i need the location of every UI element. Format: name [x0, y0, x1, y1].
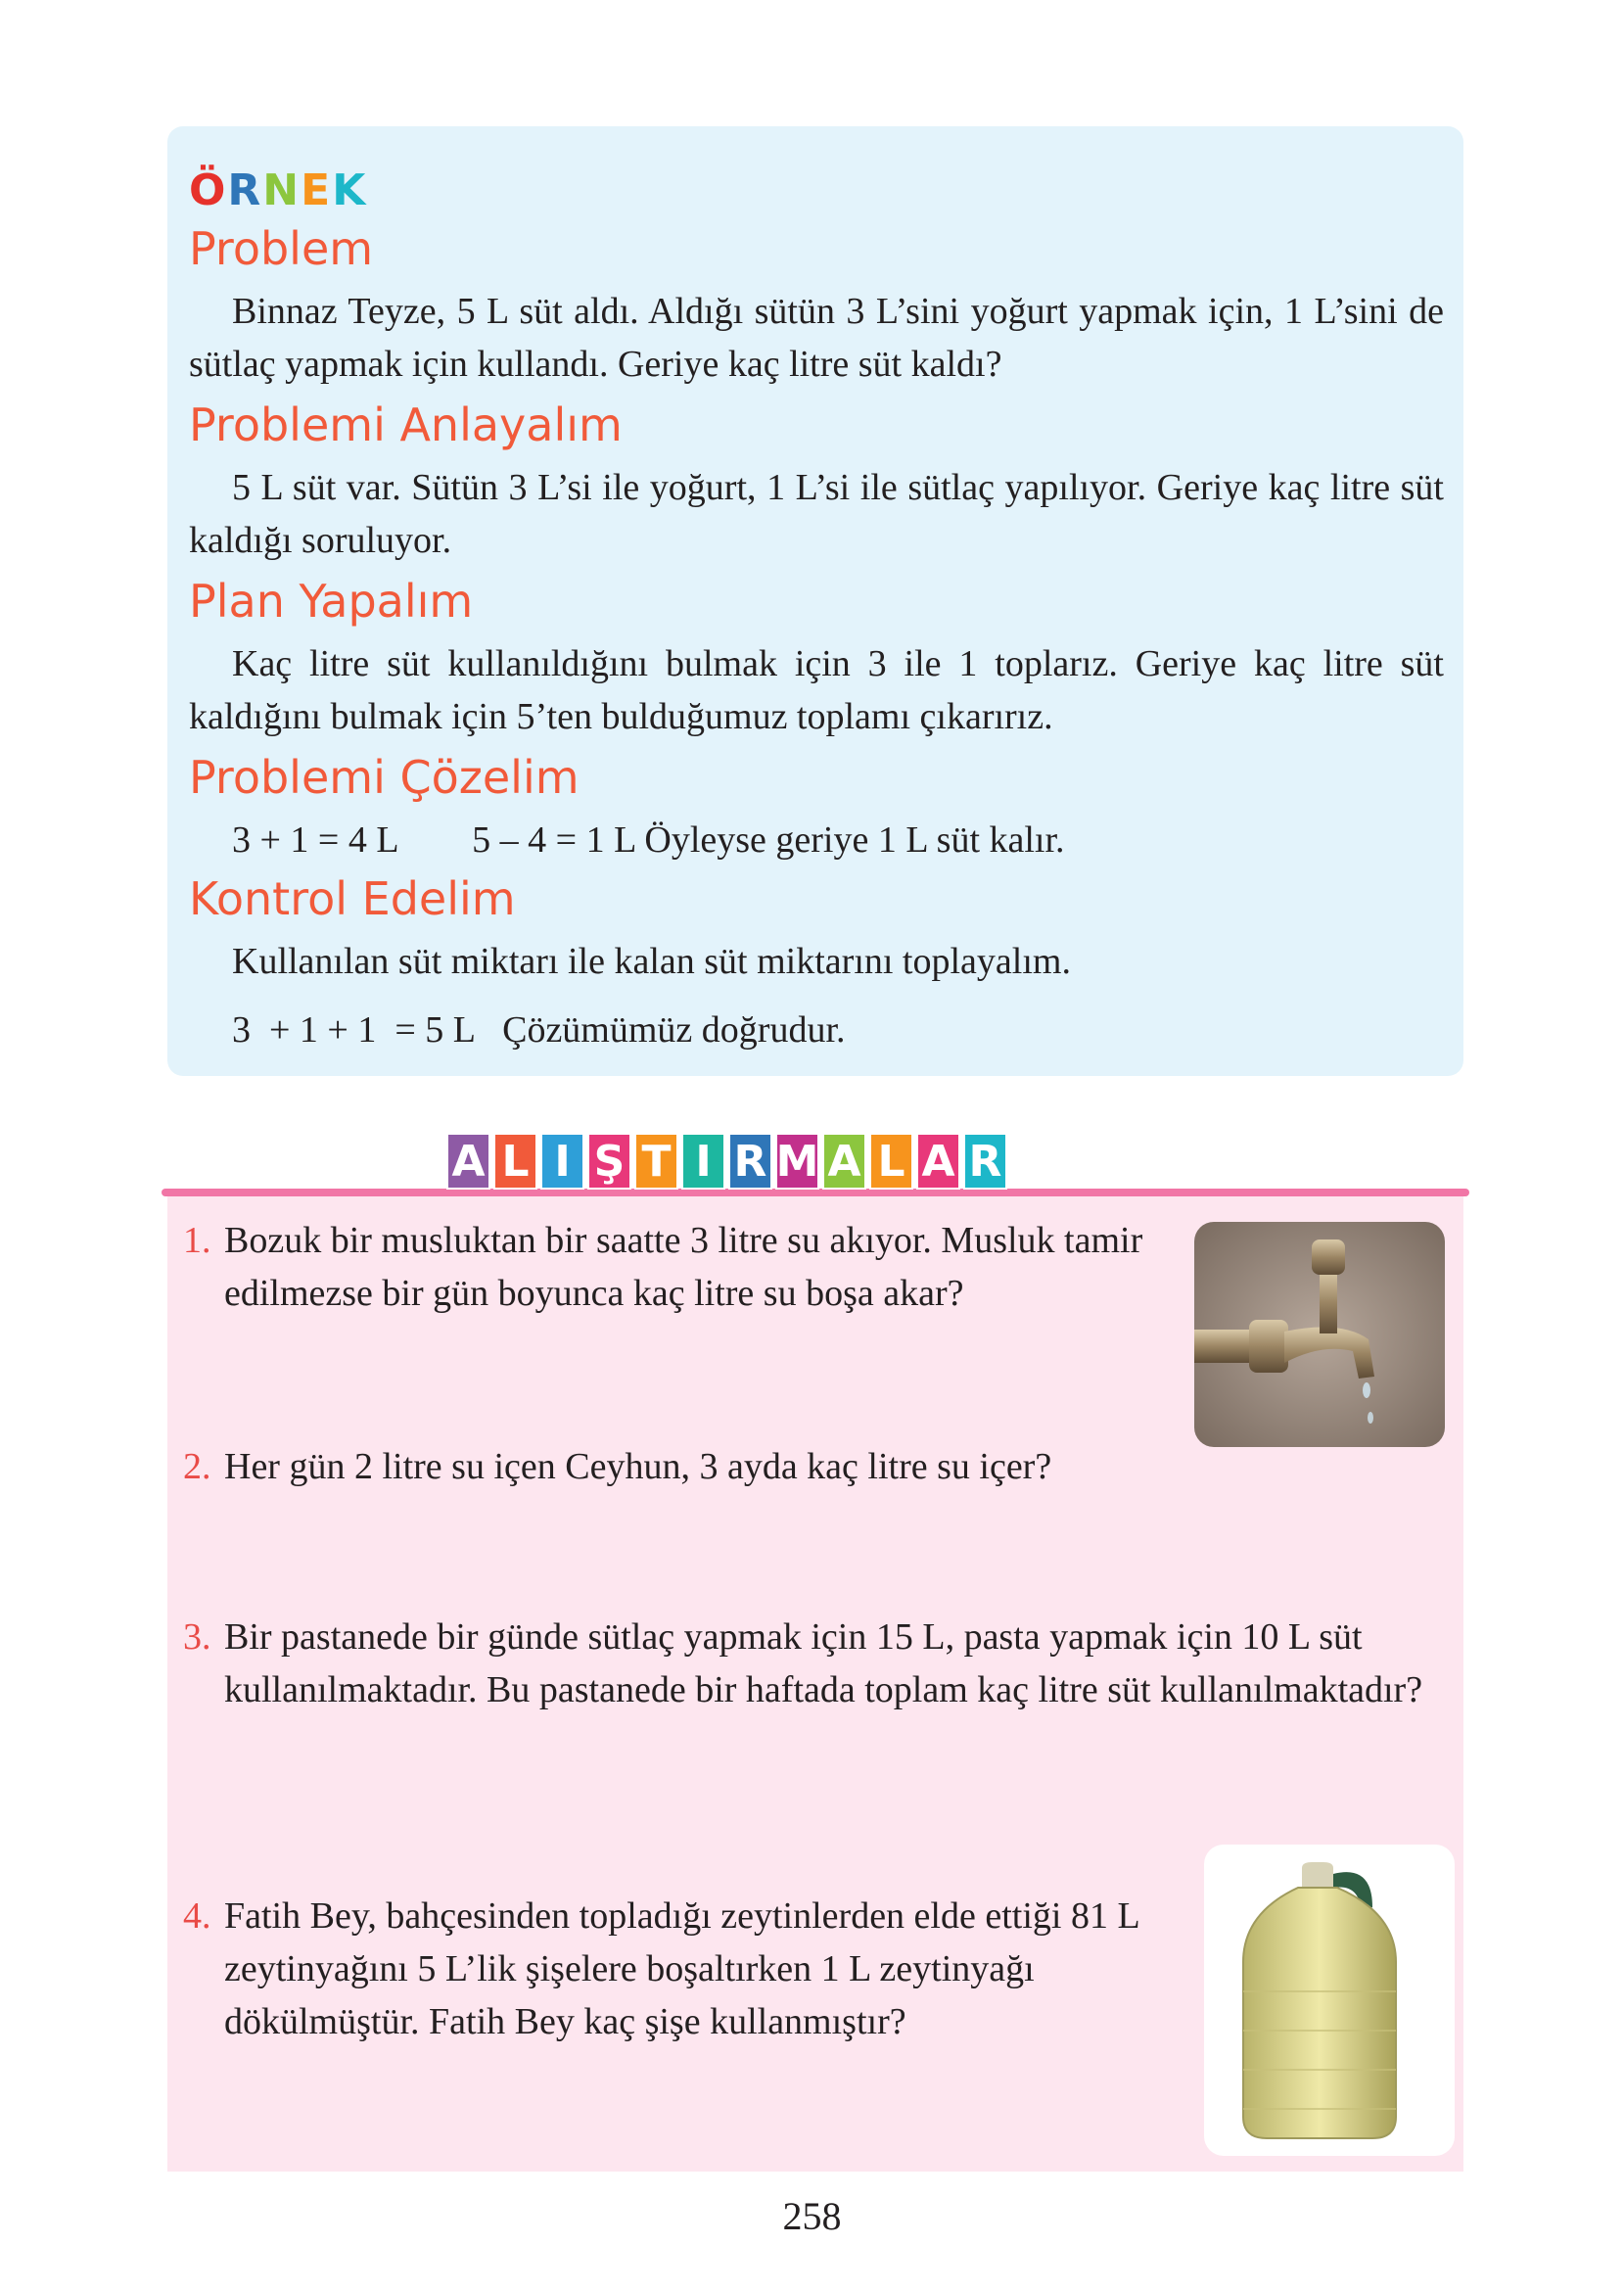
ornek-label — [189, 165, 367, 215]
ornek-letter: N — [262, 165, 302, 215]
exercise-2 — [183, 1440, 1162, 1493]
heading-understand: Problemi Anlayalım — [189, 398, 623, 451]
banner-tile: R — [728, 1133, 772, 1190]
banner-tile: M — [775, 1133, 819, 1190]
understand-text: 5 L süt var. Sütün 3 L’si ile yoğurt, 1 L’si ile sütlaç yapılıyor. Geriye kaç litre süt kaldığı soruluyor. — [189, 467, 1444, 561]
banner-tile: R — [963, 1133, 1007, 1190]
solve-text: 3 + 1 = 4 L 5 – 4 = 1 L Öyleyse geriye 1 L süt kalır. — [232, 819, 1065, 861]
plan-text: Kaç litre süt kullanıldığını bulmak için 3 ile 1 toplarız. Geriye kaç litre süt kaldığını bulmak için 5’ten bulduğumuz toplamı çıkarırız. — [189, 643, 1444, 737]
banner-tile: I — [681, 1133, 725, 1190]
heading-plan: Plan Yapalım — [189, 575, 474, 628]
example-box — [167, 126, 1463, 1076]
banner-tile: L — [869, 1133, 913, 1190]
heading-check: Kontrol Edelim — [189, 872, 516, 925]
oil-bottle-photo — [1204, 1845, 1455, 2156]
exercises-banner — [446, 1133, 1007, 1190]
exercise-text: Her gün 2 litre su içen Ceyhun, 3 ayda kaç litre su içer? — [224, 1446, 1052, 1487]
exercise-number: 3. — [183, 1616, 211, 1658]
ornek-letter: K — [332, 165, 368, 215]
banner-tile: A — [446, 1133, 490, 1190]
ornek-letter: R — [227, 165, 263, 215]
check-equation: 3 + 1 + 1 = 5 L Çözümümüz doğrudur. — [232, 1009, 846, 1051]
faucet-photo — [1194, 1222, 1445, 1447]
heading-problem: Problem — [189, 222, 374, 275]
ornek-letter: E — [301, 165, 333, 215]
exercise-text: Bozuk bir musluktan bir saatte 3 litre su akıyor. Musluk tamir edilmezse bir gün boyunca kaç litre su boşa akar? — [224, 1220, 1143, 1314]
banner-tile: I — [540, 1133, 584, 1190]
exercise-number: 1. — [183, 1220, 211, 1261]
check-text: Kullanılan süt miktarı ile kalan süt miktarını toplayalım. — [232, 941, 1071, 982]
banner-tile: A — [822, 1133, 866, 1190]
exercise-1 — [183, 1214, 1162, 1320]
exercise-3 — [183, 1611, 1446, 1716]
exercise-text: Fatih Bey, bahçesinden topladığı zeytinlerden elde ettiği 81 L zeytinyağını 5 L’lik şişelere boşaltırken 1 L zeytinyağı dökülmüştür. Fatih Bey kaç şişe kullanmıştır? — [224, 1895, 1139, 2042]
problem-text: Binnaz Teyze, 5 L süt aldı. Aldığı sütün 3 L’sini yoğurt yapmak için, 1 L’sini de sütlaç yapmak için kullandı. Geriye kaç litre süt kaldı? — [189, 291, 1444, 385]
exercise-number: 4. — [183, 1895, 211, 1937]
banner-tile: T — [634, 1133, 678, 1190]
ornek-letter: Ö — [189, 165, 228, 215]
banner-tile: L — [493, 1133, 537, 1190]
banner-tile: A — [916, 1133, 960, 1190]
banner-tile: Ş — [587, 1133, 631, 1190]
exercise-4 — [183, 1890, 1162, 2048]
exercise-text: Bir pastanede bir günde sütlaç yapmak için 15 L, pasta yapmak için 10 L süt kullanılmaktadır. Bu pastanede bir haftada toplam kaç litre süt kullanılmaktadır? — [224, 1616, 1423, 1710]
exercise-number: 2. — [183, 1446, 211, 1487]
exercises-divider — [162, 1189, 1469, 1196]
page-number: 258 — [782, 2194, 842, 2238]
heading-solve: Problemi Çözelim — [189, 751, 580, 804]
